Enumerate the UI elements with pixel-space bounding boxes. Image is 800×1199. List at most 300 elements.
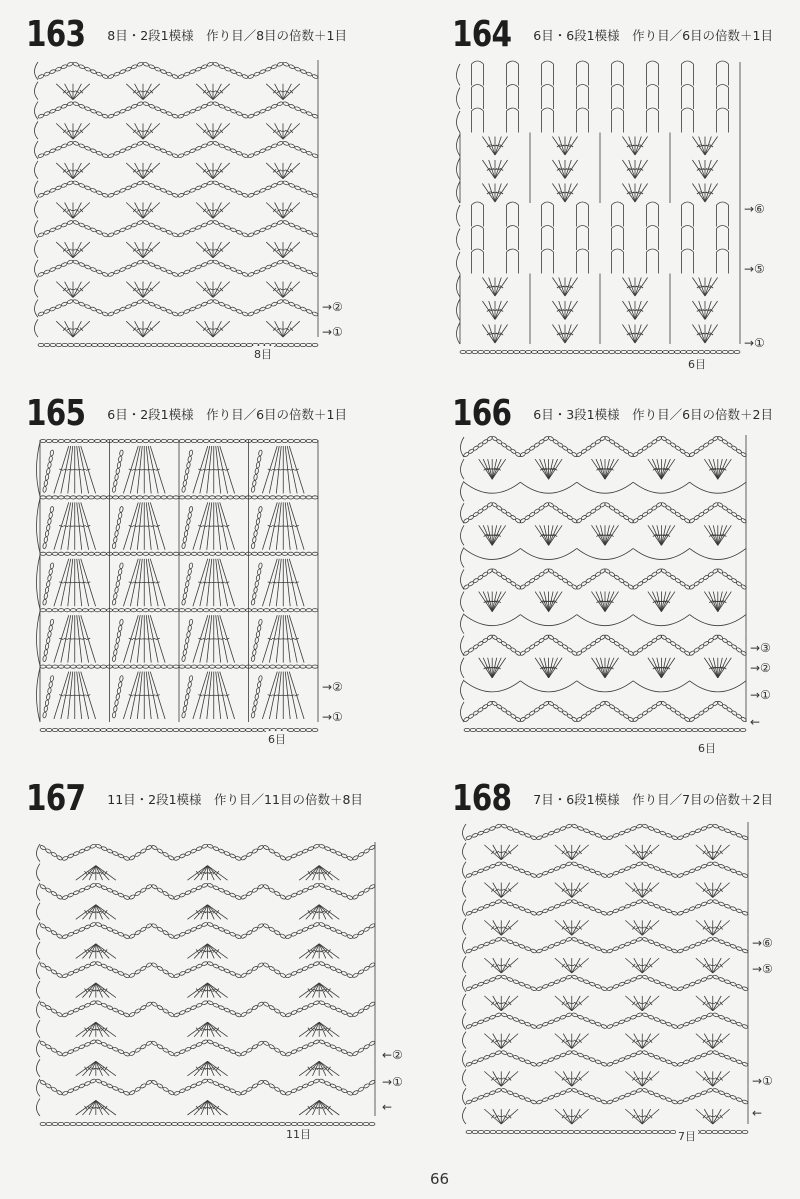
base-repeat-label: 8目 xyxy=(254,348,272,361)
chain-stitch xyxy=(248,74,255,79)
chain-stitch xyxy=(263,884,270,890)
chain-stitch xyxy=(82,665,88,668)
chain-stitch xyxy=(472,350,478,353)
chain-stitch xyxy=(524,833,531,838)
chain-stitch xyxy=(113,71,120,76)
chain-stitch xyxy=(291,1049,298,1054)
chain-stitch xyxy=(630,977,637,982)
chain-stitch xyxy=(291,853,298,858)
treble-cross xyxy=(196,871,199,875)
loop-stitch xyxy=(682,61,694,64)
chain-stitch xyxy=(252,1044,259,1050)
chain-stitch xyxy=(129,1090,136,1096)
chain-stitch xyxy=(319,1078,326,1083)
chain-stitch xyxy=(52,439,58,442)
chain-stitch xyxy=(654,866,661,871)
chain-stitch xyxy=(306,71,313,76)
chain-stitch xyxy=(734,350,740,353)
chain-stitch xyxy=(88,1122,94,1125)
chain-stitch xyxy=(45,887,52,893)
chain-stitch xyxy=(291,892,298,897)
chain-stitch xyxy=(101,1042,108,1047)
chain-stitch xyxy=(90,883,97,888)
chain-stitch xyxy=(195,67,202,72)
chain-stitch xyxy=(258,675,262,681)
chain-stitch xyxy=(566,1088,573,1093)
treble-cross xyxy=(221,526,225,527)
chain-stitch xyxy=(271,262,278,267)
treble-cross xyxy=(105,1067,108,1071)
chain-stitch xyxy=(55,304,62,309)
chain-stitch xyxy=(227,609,233,612)
pattern-164 xyxy=(400,0,800,380)
chain-stitch xyxy=(590,728,596,731)
chain-stitch xyxy=(106,927,113,932)
chain-stitch xyxy=(257,884,264,890)
chain-stitch xyxy=(255,637,259,643)
chain-stitch xyxy=(151,1080,158,1086)
chain-stitch xyxy=(218,262,225,267)
chain-stitch xyxy=(195,106,202,111)
chain-stitch xyxy=(566,1050,573,1055)
chain-stitch xyxy=(602,728,608,731)
chain-stitch xyxy=(162,1008,169,1014)
chain-stitch xyxy=(571,937,578,942)
chain-stitch xyxy=(187,343,193,346)
chain-stitch xyxy=(67,220,74,225)
chain-stitch xyxy=(536,1099,543,1104)
chain-stitch xyxy=(296,1007,303,1012)
chain-stitch xyxy=(369,845,376,851)
chain-stitch xyxy=(622,1130,628,1133)
row-label: →② xyxy=(322,680,343,694)
chain-stitch xyxy=(313,961,320,966)
chain-stitch xyxy=(677,873,684,878)
turning-chain xyxy=(463,843,467,860)
chain-stitch xyxy=(252,665,258,668)
chain-stitch xyxy=(155,728,161,731)
chain-stitch xyxy=(166,111,173,116)
chain-stitch xyxy=(76,1122,82,1125)
chain-stitch xyxy=(125,665,131,668)
chain-stitch xyxy=(466,1062,473,1067)
chain-stitch xyxy=(252,496,258,499)
chain-stitch xyxy=(154,67,161,72)
chain-stitch xyxy=(123,856,130,861)
chain-stitch xyxy=(502,350,508,353)
chain-stitch xyxy=(201,64,208,69)
turning-chain xyxy=(35,260,39,278)
turning-chain xyxy=(37,1001,41,1019)
chain-stitch xyxy=(259,306,266,311)
chain-stitch xyxy=(736,984,743,989)
chain-stitch xyxy=(472,871,479,876)
chain-stitch xyxy=(589,868,596,873)
chain-stitch xyxy=(137,220,144,225)
chain-stitch xyxy=(70,1122,76,1125)
chain-stitch xyxy=(240,439,246,442)
chain-stitch xyxy=(40,609,46,612)
chain-stitch xyxy=(79,1083,86,1088)
chain-stitch xyxy=(620,728,626,731)
chain-stitch xyxy=(589,1095,596,1100)
turning-chain xyxy=(35,181,39,199)
chain-stitch xyxy=(560,728,566,731)
treble-cross xyxy=(290,695,294,696)
chain-stitch xyxy=(185,890,192,895)
chain-stitch xyxy=(252,439,258,442)
chain-stitch xyxy=(155,609,161,612)
chain-stitch xyxy=(712,937,719,942)
chain-stitch xyxy=(213,62,220,67)
loop-stitch xyxy=(507,85,519,88)
chain-stitch xyxy=(137,62,144,67)
treble-cross xyxy=(84,871,87,875)
chain-stitch xyxy=(218,848,225,853)
chain-stitch xyxy=(119,109,126,114)
chain-stitch xyxy=(185,1086,192,1091)
chain-stitch xyxy=(113,439,119,442)
chain-stitch xyxy=(513,1055,520,1060)
chain-stitch xyxy=(160,148,167,153)
treble-cross xyxy=(221,695,225,696)
chain-stitch xyxy=(648,939,655,944)
chain-stitch xyxy=(601,1099,608,1104)
chain-stitch xyxy=(45,643,49,649)
arc-stitch xyxy=(633,482,689,493)
chain-stitch xyxy=(288,609,294,612)
chain-stitch xyxy=(113,552,119,555)
chain-stitch xyxy=(624,828,631,833)
chain-stitch xyxy=(568,1130,574,1133)
chain-stitch xyxy=(610,1130,616,1133)
loop-stitch xyxy=(717,226,729,229)
chain-stitch xyxy=(648,901,655,906)
chain-stitch xyxy=(306,343,312,346)
chain-stitch xyxy=(161,552,167,555)
chain-stitch xyxy=(608,728,614,731)
chain-stitch xyxy=(67,932,74,937)
chain-stitch xyxy=(84,885,91,890)
chain-stitch xyxy=(274,891,281,897)
chain-stitch xyxy=(74,343,80,346)
chain-stitch xyxy=(46,1122,52,1125)
chain-stitch xyxy=(577,1090,584,1095)
chain-stitch xyxy=(252,1005,259,1011)
chain-stitch xyxy=(680,728,686,731)
chain-stitch xyxy=(246,1047,253,1053)
chain-stitch xyxy=(280,1012,287,1018)
chain-stitch xyxy=(129,1012,136,1018)
chain-stitch xyxy=(236,71,243,76)
chain-stitch xyxy=(306,728,312,731)
chain-stitch xyxy=(137,665,143,668)
turning-chain xyxy=(37,668,41,722)
chain-stitch xyxy=(106,848,113,853)
chain-stitch xyxy=(300,665,306,668)
chain-stitch xyxy=(190,1044,197,1049)
chain-stitch xyxy=(218,143,225,148)
chain-stitch xyxy=(214,1122,220,1125)
chain-stitch xyxy=(70,609,76,612)
chain-stitch xyxy=(507,939,514,944)
chain-stitch xyxy=(246,728,252,731)
chain-stitch xyxy=(489,1052,496,1057)
chain-stitch xyxy=(288,262,295,267)
chain-stitch xyxy=(203,728,209,731)
chain-stitch xyxy=(609,350,615,353)
chain-stitch xyxy=(209,728,215,731)
arc-stitch xyxy=(690,615,746,626)
chain-stitch xyxy=(162,930,169,936)
chain-stitch xyxy=(131,222,138,227)
chain-stitch xyxy=(76,552,82,555)
chain-stitch xyxy=(283,220,290,225)
chain-stitch xyxy=(312,665,318,668)
chain-stitch xyxy=(189,188,196,193)
chain-stitch xyxy=(166,309,173,314)
turning-chain xyxy=(457,182,461,204)
chain-stitch xyxy=(319,844,326,849)
chain-stitch xyxy=(494,728,500,731)
chain-stitch xyxy=(167,665,173,668)
chain-stitch xyxy=(312,496,318,499)
row-label: ← xyxy=(752,1106,763,1120)
chain-stitch xyxy=(300,496,306,499)
chain-stitch xyxy=(624,979,631,984)
chain-stitch xyxy=(689,982,696,987)
chain-stitch xyxy=(203,552,209,555)
chain-stitch xyxy=(50,675,54,681)
chain-stitch xyxy=(677,835,684,840)
chain-stitch xyxy=(73,141,80,146)
chain-stitch xyxy=(106,1044,113,1049)
chain-stitch xyxy=(259,267,266,272)
chain-stitch xyxy=(45,1083,52,1089)
chain-stitch xyxy=(84,963,91,968)
chain-stitch xyxy=(589,1019,596,1024)
chain-stitch xyxy=(56,343,62,346)
chain-stitch xyxy=(742,873,749,878)
chain-stitch xyxy=(671,873,678,878)
turning-chain xyxy=(461,702,465,722)
chain-stitch xyxy=(248,272,255,277)
chain-stitch xyxy=(583,979,590,984)
chain-stitch xyxy=(636,899,643,904)
chain-stitch xyxy=(483,904,490,909)
chain-stitch xyxy=(56,1051,63,1057)
chain-stitch xyxy=(215,552,221,555)
chain-stitch xyxy=(347,973,354,978)
chain-stitch xyxy=(313,1000,320,1005)
chain-stitch xyxy=(101,552,107,555)
chain-stitch xyxy=(235,856,242,861)
turning-chain xyxy=(457,64,461,86)
chain-stitch xyxy=(596,728,602,731)
chain-stitch xyxy=(207,62,214,67)
chain-stitch xyxy=(162,852,169,858)
chain-stitch xyxy=(256,518,260,524)
chain-stitch xyxy=(107,728,113,731)
chain-stitch xyxy=(230,148,237,153)
loop-stitch xyxy=(577,226,589,229)
chain-stitch xyxy=(730,1130,736,1133)
chain-stitch xyxy=(607,835,614,840)
chain-stitch xyxy=(61,183,68,188)
chain-stitch xyxy=(123,1051,130,1056)
chain-stitch xyxy=(701,1052,708,1057)
chain-stitch xyxy=(137,259,144,264)
chain-stitch xyxy=(514,1130,520,1133)
chain-stitch xyxy=(718,1015,725,1020)
row-label: →⑤ xyxy=(744,262,765,276)
chain-stitch xyxy=(240,1090,247,1096)
chain-stitch xyxy=(51,969,58,975)
chain-stitch xyxy=(67,971,74,976)
chain-stitch xyxy=(118,682,122,688)
chain-stitch xyxy=(285,895,292,900)
chain-stitch xyxy=(148,183,155,188)
chain-stitch xyxy=(607,873,614,878)
chain-stitch xyxy=(62,934,69,939)
chain-stitch xyxy=(90,306,97,311)
turning-chain xyxy=(457,323,461,345)
chain-stitch xyxy=(483,1055,490,1060)
chain-stitch xyxy=(257,1001,264,1007)
chain-stitch xyxy=(160,188,167,193)
chain-stitch xyxy=(665,1059,672,1064)
chain-stitch xyxy=(601,1062,608,1067)
chain-stitch xyxy=(466,948,473,953)
chain-stitch xyxy=(288,183,295,188)
chain-stitch xyxy=(235,973,242,978)
treble-cross xyxy=(82,526,86,527)
chain-stitch xyxy=(161,496,167,499)
chain-stitch xyxy=(742,1130,748,1133)
arc-stitch xyxy=(520,482,576,493)
chain-stitch xyxy=(47,575,51,581)
chain-stitch xyxy=(213,259,220,264)
chain-stitch xyxy=(607,911,614,916)
chain-stitch xyxy=(607,948,614,953)
chain-stitch xyxy=(710,350,716,353)
treble-cross xyxy=(328,871,331,875)
treble-cross xyxy=(272,526,276,527)
chain-stitch xyxy=(256,575,260,581)
chain-stitch xyxy=(335,1086,342,1091)
turning-chain xyxy=(37,922,41,940)
treble-cross xyxy=(82,582,86,583)
chain-stitch xyxy=(583,1055,590,1060)
chain-stitch xyxy=(134,1008,141,1014)
chain-stitch xyxy=(466,1130,472,1133)
treble-cross xyxy=(308,1067,311,1071)
chain-stitch xyxy=(119,439,125,442)
chain-stitch xyxy=(256,462,260,468)
chain-stitch xyxy=(125,728,131,731)
chain-stitch xyxy=(143,665,149,668)
chain-stitch xyxy=(46,468,50,474)
turning-chain xyxy=(35,82,39,100)
chain-stitch xyxy=(330,1044,337,1049)
chain-stitch xyxy=(313,1078,320,1083)
chain-stitch xyxy=(277,259,284,264)
chain-stitch xyxy=(632,728,638,731)
chain-stitch xyxy=(90,188,97,193)
chain-stitch xyxy=(207,883,214,888)
chain-stitch xyxy=(252,926,259,932)
chain-stitch xyxy=(258,665,264,668)
chain-stitch xyxy=(155,552,161,555)
chain-stitch xyxy=(45,1005,52,1011)
chain-stitch xyxy=(137,101,144,106)
chain-stitch xyxy=(84,924,91,929)
chain-stitch xyxy=(139,343,145,346)
chain-stitch xyxy=(181,343,187,346)
chain-stitch xyxy=(607,986,614,991)
chain-stitch xyxy=(613,871,620,876)
chain-stitch xyxy=(38,343,44,346)
chain-stitch xyxy=(43,230,50,235)
chain-stitch xyxy=(236,230,243,235)
chain-stitch xyxy=(592,1130,598,1133)
chain-stitch xyxy=(229,932,236,937)
chain-stitch xyxy=(143,259,150,264)
loop-stitch xyxy=(507,202,519,205)
chain-stitch xyxy=(513,941,520,946)
chain-stitch xyxy=(215,665,221,668)
chain-stitch xyxy=(221,552,227,555)
chain-stitch xyxy=(221,496,227,499)
chain-stitch xyxy=(181,655,185,661)
chain-stitch xyxy=(618,868,625,873)
chain-stitch xyxy=(548,1019,555,1024)
chain-stitch xyxy=(701,977,708,982)
treble-cross xyxy=(105,871,108,875)
chain-stitch xyxy=(589,831,596,836)
chain-stitch xyxy=(263,1080,270,1086)
chain-stitch xyxy=(94,1122,100,1125)
chain-stitch xyxy=(607,1024,614,1029)
treble-cross xyxy=(272,469,276,470)
chain-stitch xyxy=(335,929,342,934)
chain-stitch xyxy=(218,183,225,188)
loop-stitch xyxy=(577,85,589,88)
chain-stitch xyxy=(270,665,276,668)
chain-stitch xyxy=(95,496,101,499)
chain-stitch xyxy=(478,350,484,353)
chain-stitch xyxy=(196,1003,203,1008)
chain-stitch xyxy=(477,944,484,949)
chain-stitch xyxy=(524,871,531,876)
chain-stitch xyxy=(119,619,123,625)
chain-stitch xyxy=(76,728,82,731)
loop-stitch xyxy=(542,249,554,252)
chain-stitch xyxy=(554,979,561,984)
chain-stitch xyxy=(257,512,261,518)
chain-stitch xyxy=(84,225,91,230)
chain-stitch xyxy=(548,944,555,949)
chain-stitch xyxy=(681,350,687,353)
chain-stitch xyxy=(692,728,698,731)
chain-stitch xyxy=(61,143,68,148)
chain-stitch xyxy=(560,1090,567,1095)
chain-stitch xyxy=(660,1019,667,1024)
chain-stitch xyxy=(665,1097,672,1102)
chain-stitch xyxy=(296,1086,303,1091)
chain-stitch xyxy=(677,1099,684,1104)
chain-stitch xyxy=(47,688,51,694)
